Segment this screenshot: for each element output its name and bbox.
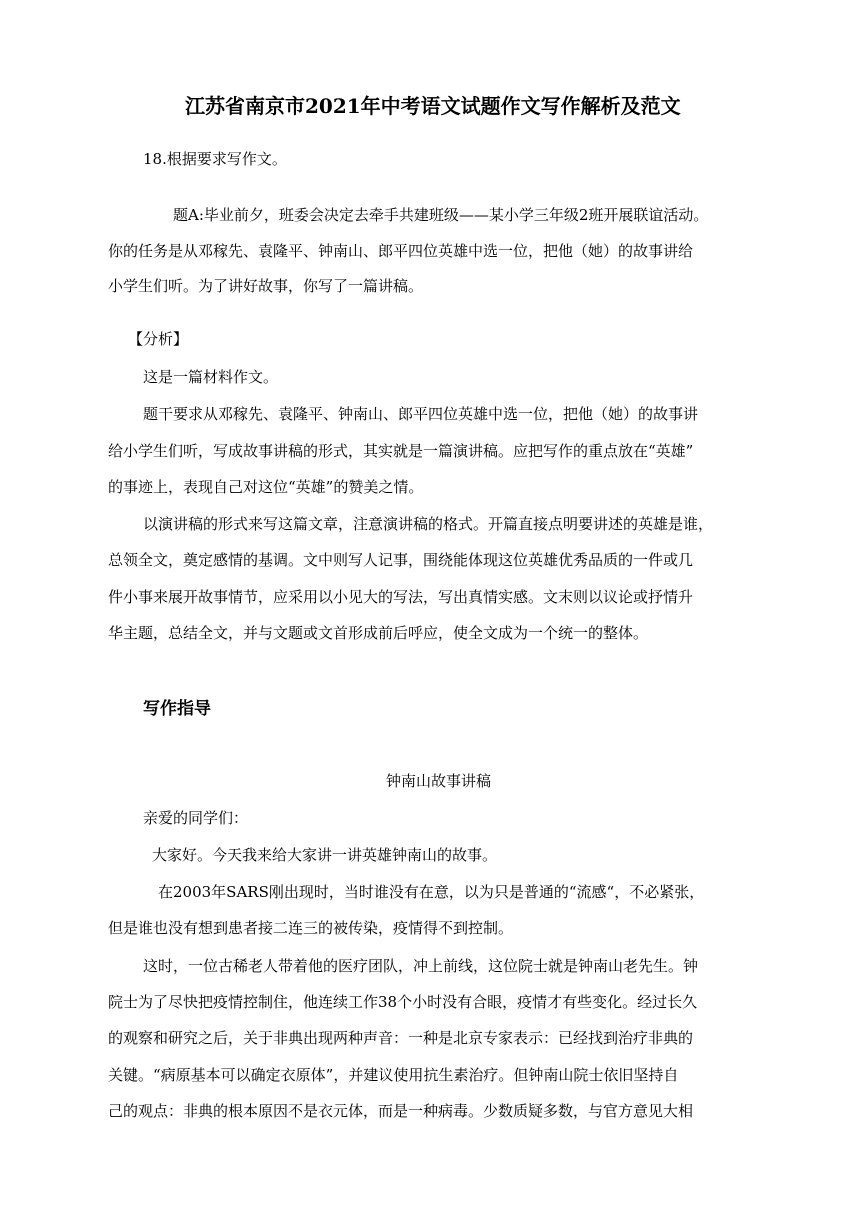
- prompt-line: 你的任务是从邓稼先、袁隆平、钟南山、郎平四位英雄中选一位，把他（她）的故事讲给: [108, 242, 694, 260]
- analysis-line: 总领全文，奠定感情的基调。文中则写人记事，围绕能体现这位英雄优秀品质的一件或几: [108, 551, 694, 569]
- essay-line: 大家好。今天我来给大家讲一讲英雄钟南山的故事。: [152, 846, 498, 864]
- essay-line: 但是谁也没有想到患者接二连三的被传染，疫情得不到控制。: [108, 919, 514, 937]
- essay-line: 关键。“病原基本可以确定衣原体”，并建议使用抗生素治疗。但钟南山院士依旧坚持自: [108, 1066, 679, 1084]
- essay-line: 己的观点：非典的根本原因不是衣元体，而是一种病毒。少数质疑多数，与官方意见大相: [108, 1102, 694, 1120]
- analysis-line: 华主题，总结全文，并与文题或文首形成前后呼应，使全文成为一个统一的整体。: [108, 624, 649, 642]
- essay-line: 院士为了尽快把疫情控制住，他连续工作38个小时没有合眼，疫情才有些变化。经过长久: [108, 993, 698, 1011]
- guide-heading: 写作指导: [143, 699, 211, 719]
- essay-title: 钟南山故事讲稿: [386, 772, 492, 790]
- analysis-label: 【分析】: [128, 330, 189, 348]
- analysis-line: 件小事来展开故事情节，应采用以小见大的写法，写出真情实感。文末则以议论或抒情升: [108, 588, 694, 606]
- prompt-line: 小学生们听。为了讲好故事，你写了一篇讲稿。: [108, 277, 424, 295]
- essay-line: 在2003年SARS刚出现时，当时谁没有在意，以为只是普通的“流感“，不必紧张，: [158, 883, 705, 901]
- document-title: 江苏省南京市2021年中考语文试题作文写作解析及范文: [185, 94, 681, 118]
- essay-line: 这时，一位古稀老人带着他的医疗团队，冲上前线，这位院士就是钟南山老先生。钟: [143, 957, 699, 975]
- question-intro: 18.根据要求写作文。: [143, 150, 287, 168]
- prompt-line: 题A:毕业前夕，班委会决定去牵手共建班级——某小学三年级2班开展联谊活动。: [173, 206, 709, 224]
- analysis-line: 以演讲稿的形式来写这篇文章，注意演讲稿的格式。开篇直接点明要讲述的英雄是谁，: [143, 515, 714, 533]
- essay-line: 亲爱的同学们：: [143, 809, 249, 827]
- analysis-line: 的事迹上，表现自己对这位“英雄”的赞美之情。: [108, 478, 424, 496]
- analysis-line: 题干要求从邓稼先、袁隆平、钟南山、郎平四位英雄中选一位，把他（她）的故事讲: [143, 405, 699, 423]
- analysis-line: 给小学生们听，写成故事讲稿的形式，其实就是一篇演讲稿。应把写作的重点放在“英雄”: [108, 442, 694, 460]
- essay-line: 的观察和研究之后，关于非典出现两种声音：一种是北京专家表示：已经找到治疗非典的: [108, 1029, 694, 1047]
- analysis-line: 这是一篇材料作文。: [143, 368, 279, 386]
